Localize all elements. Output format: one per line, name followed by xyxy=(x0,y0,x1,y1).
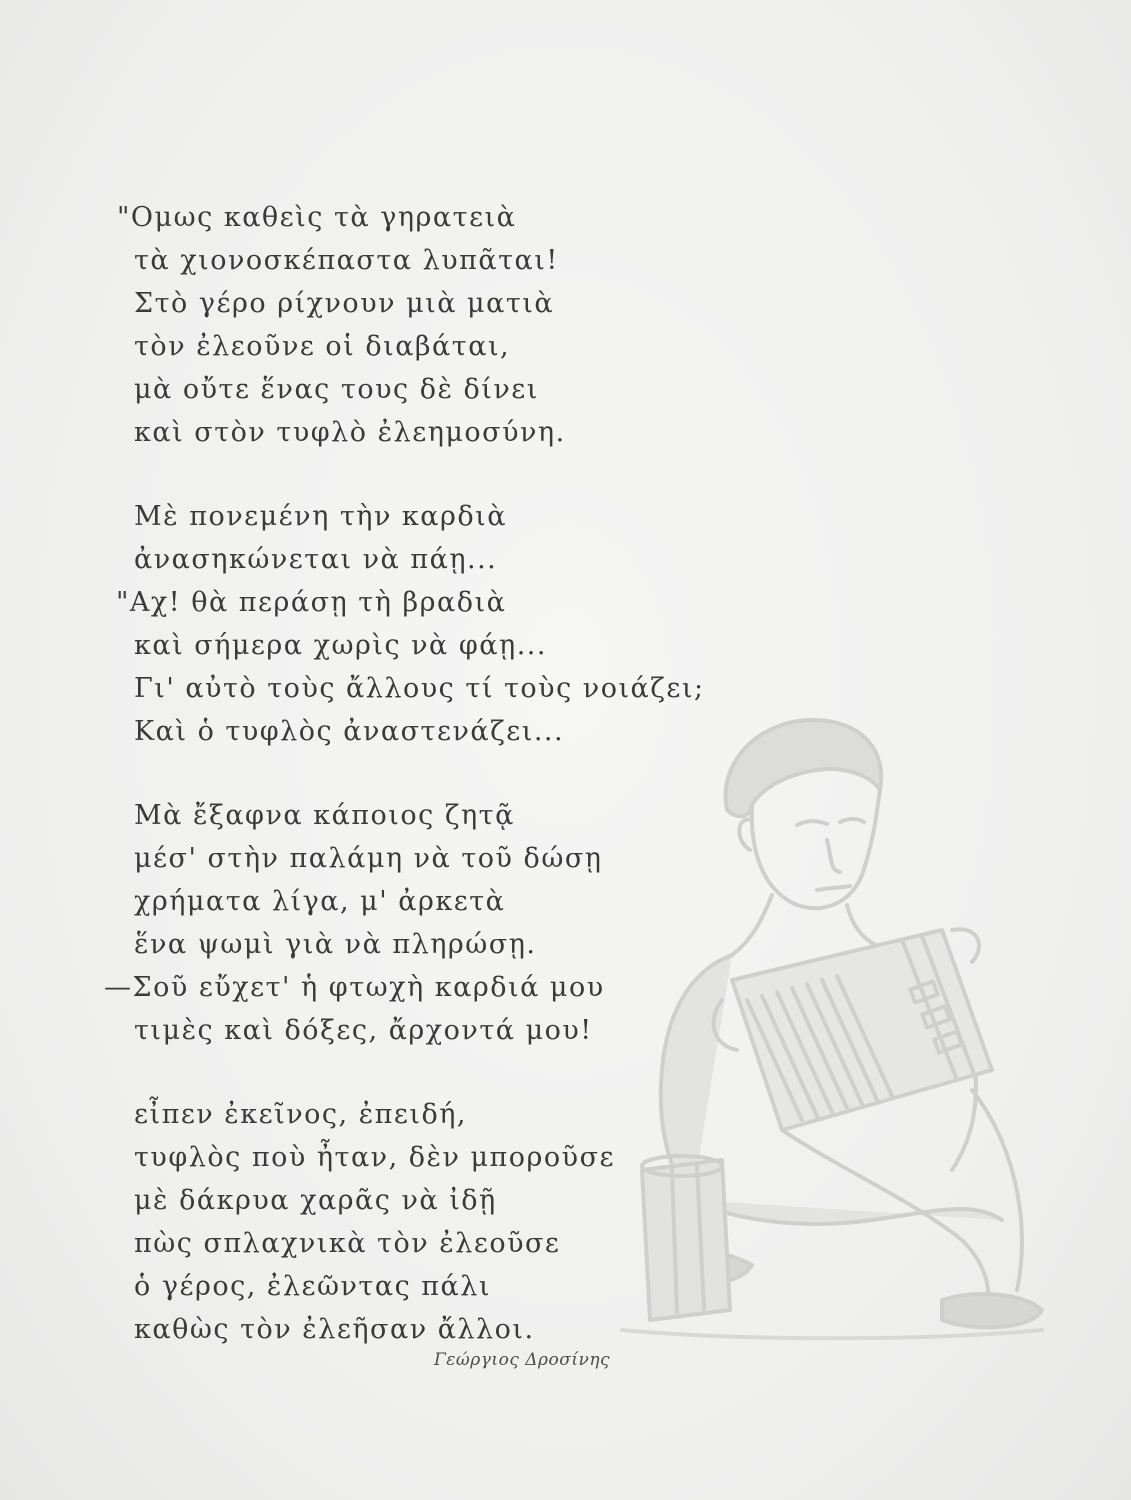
poem-line: Στὸ γέρο ρίχνουν μιὰ ματιὰ xyxy=(134,288,555,319)
poem-line: "Αχ! θὰ περάσῃ τὴ βραδιὰ xyxy=(116,587,507,618)
poem-line: τὸν ἐλεοῦνε οἱ διαβάται, xyxy=(134,331,511,362)
poem-line: πὼς σπλαχνικὰ τὸν ἐλεοῦσε xyxy=(134,1228,561,1259)
poem-line: ἀνασηκώνεται νὰ πάῃ... xyxy=(134,544,498,575)
poem-line: Γι' αὐτὸ τοὺς ἄλλους τί τοὺς νοιάζει; xyxy=(134,673,705,704)
poem-line: μὲ δάκρυα χαρᾶς νὰ ἰδῇ xyxy=(134,1185,497,1216)
poem-line: ἕνα ψωμὶ γιὰ νὰ πληρώσῃ. xyxy=(134,929,537,960)
poem-line: καὶ σήμερα χωρὶς νὰ φάῃ... xyxy=(134,630,547,661)
poem-line: εἶπεν ἐκεῖνος, ἐπειδή, xyxy=(134,1099,468,1130)
accordion-player-illustration xyxy=(612,700,1052,1350)
poem-line: "Ομως καθεὶς τὰ γηρατειὰ xyxy=(117,202,517,233)
poem-line: Μὲ πονεμένη τὴν καρδιὰ xyxy=(134,501,507,532)
poem-line: Καὶ ὁ τυφλὸς ἀναστενάζει... xyxy=(134,716,565,747)
poem-line: τυφλὸς ποὺ ἦταν, δὲν μποροῦσε xyxy=(134,1142,615,1173)
poem-line: Μὰ ἔξαφνα κάποιος ζητᾷ xyxy=(134,800,515,831)
poem-line: μέσ' στὴν παλάμη νὰ τοῦ δώσῃ xyxy=(134,843,603,874)
poem-line: μὰ οὔτε ἕνας τους δὲ δίνει xyxy=(134,374,539,405)
poem-line: χρήματα λίγα, μ' ἀρκετὰ xyxy=(134,886,506,917)
poem-line: καὶ στὸν τυφλὸ ἐλεημοσύνη. xyxy=(134,417,566,448)
author-signature: Γεώργιος Δροσίνης xyxy=(434,1350,611,1370)
poem-line: —Σοῦ εὔχετ' ἡ φτωχὴ καρδιά μου xyxy=(104,972,605,1003)
poem-line: καθὼς τὸν ἐλεῆσαν ἄλλοι. xyxy=(134,1314,535,1345)
poem-line: τὰ χιονοσκέπαστα λυπᾶται! xyxy=(134,245,559,276)
poem-line: ὁ γέρος, ἐλεῶντας πάλι xyxy=(134,1271,491,1302)
poem-line: τιμὲς καὶ δόξες, ἄρχοντά μου! xyxy=(134,1015,593,1046)
